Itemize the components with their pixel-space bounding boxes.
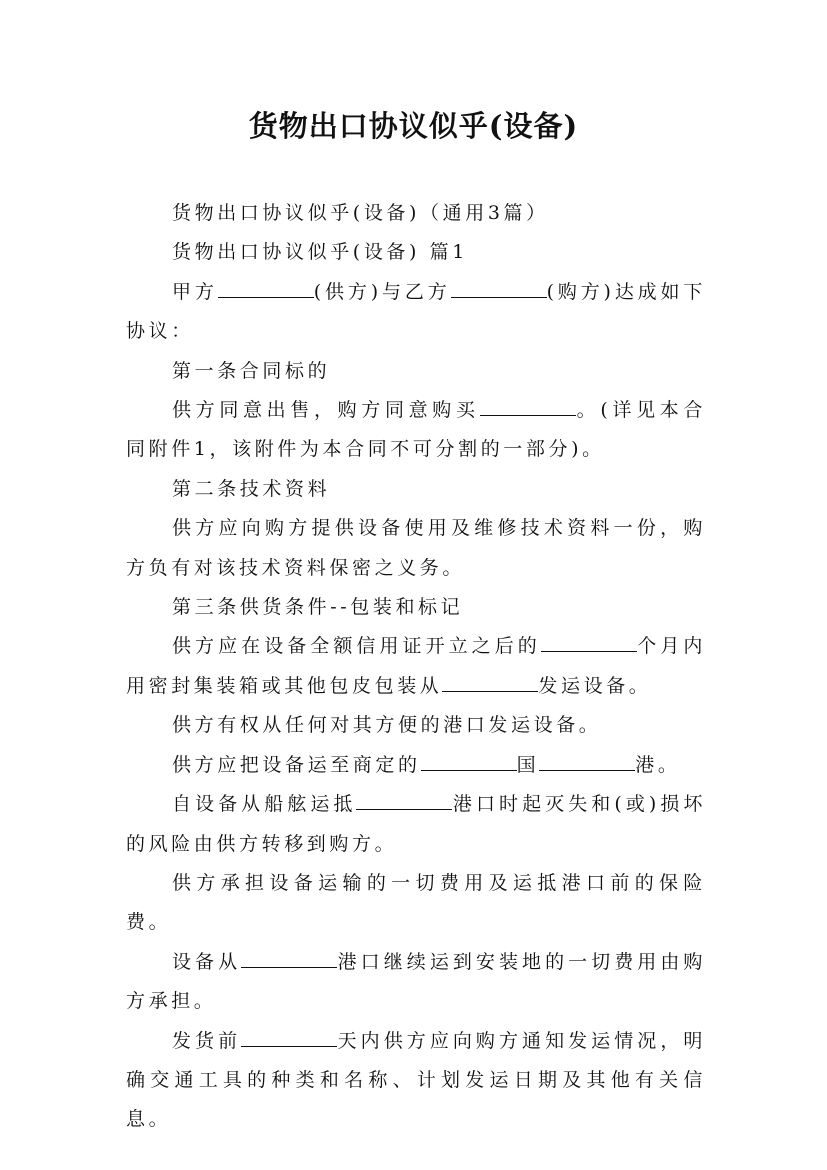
paragraph-section-3-title: [126, 588, 706, 627]
paragraph-text: 港。: [635, 753, 681, 776]
paragraph-text: 国: [516, 753, 540, 776]
paragraph-text: 供方应把设备运至商定的: [172, 753, 421, 776]
paragraph-section-3-p4: [126, 785, 706, 864]
document-title: 货物出口协议似乎(设备): [248, 109, 579, 143]
paragraph-text: 发运设备。: [538, 674, 652, 697]
paragraph-text: 供方承担设备运输的一切费用及运抵港口前的保险费。: [126, 871, 706, 934]
paragraph-text: 供方同意出售，购方同意购买: [172, 399, 480, 422]
fill-in-blank[interactable]: [356, 791, 452, 810]
fill-in-blank[interactable]: [241, 1028, 337, 1047]
paragraph-intro-heading: [126, 194, 706, 233]
paragraph-parties: [126, 273, 706, 352]
paragraph-section-2-body: [126, 509, 706, 588]
paragraph-text: 天内供方应向购方通知发运情况，明确交通工具的种类和名称、计划发运日期及其他有关信息。: [126, 1029, 706, 1131]
paragraph-text: 供方有权从任何对其方便的港口发运设备。: [172, 714, 602, 737]
fill-in-blank[interactable]: [480, 397, 576, 416]
paragraph-article-heading: [126, 233, 706, 272]
paragraph-text: 甲方: [172, 280, 218, 303]
paragraph-text: 货物出口协议似乎(设备)（通用3篇）: [172, 202, 549, 224]
paragraph-section-3-p6: [126, 943, 706, 1022]
fill-in-blank[interactable]: [539, 752, 635, 771]
paragraph-text: 发货前: [172, 1029, 242, 1052]
fill-in-blank[interactable]: [218, 279, 314, 298]
document-body: [126, 194, 706, 1140]
paragraph-section-3-p7: [126, 1022, 706, 1140]
paragraph-section-3-p3: [126, 746, 706, 785]
paragraph-text: (供方)与乙方: [313, 280, 451, 303]
paragraph-text: (购方)达成如下协议：: [126, 280, 706, 343]
paragraph-text: 供方应向购方提供设备使用及维修技术资料一份，购方负有对该技术资料保密之义务。: [126, 517, 706, 579]
fill-in-blank[interactable]: [442, 673, 538, 692]
paragraph-text: 第三条供货条件--包装和标记: [172, 596, 464, 619]
paragraph-text: 第一条合同标的: [172, 359, 331, 382]
paragraph-section-2-title: [126, 470, 706, 509]
paragraph-text: 港口继续运到安装地的一切费用由购方承担。: [126, 950, 706, 1013]
paragraph-section-3-p1: [126, 627, 706, 706]
paragraph-section-1-body: [126, 391, 706, 470]
paragraph-text: 设备从: [172, 950, 242, 973]
paragraph-text: 个月内用密封集装箱或其他包皮包装从: [126, 635, 706, 697]
paragraph-text: 第二条技术资料: [172, 477, 331, 500]
paragraph-text: 自设备从船舷运抵: [172, 793, 357, 816]
paragraph-section-3-p5: [126, 864, 706, 943]
paragraph-text: 港口时起灭失和(或)损坏的风险由供方转移到购方。: [126, 793, 706, 855]
fill-in-blank[interactable]: [451, 279, 547, 298]
fill-in-blank[interactable]: [541, 633, 637, 652]
fill-in-blank[interactable]: [241, 949, 337, 968]
fill-in-blank[interactable]: [421, 752, 517, 771]
paragraph-text: 供方应在设备全额信用证开立之后的: [172, 635, 541, 658]
paragraph-text: 货物出口协议似乎(设备) 篇1: [172, 241, 468, 264]
paragraph-section-1-title: [126, 352, 706, 391]
paragraph-text: 。(详见本合同附件1，该附件为本合同不可分割的一部分)。: [126, 399, 706, 461]
paragraph-section-3-p2: [126, 706, 706, 745]
